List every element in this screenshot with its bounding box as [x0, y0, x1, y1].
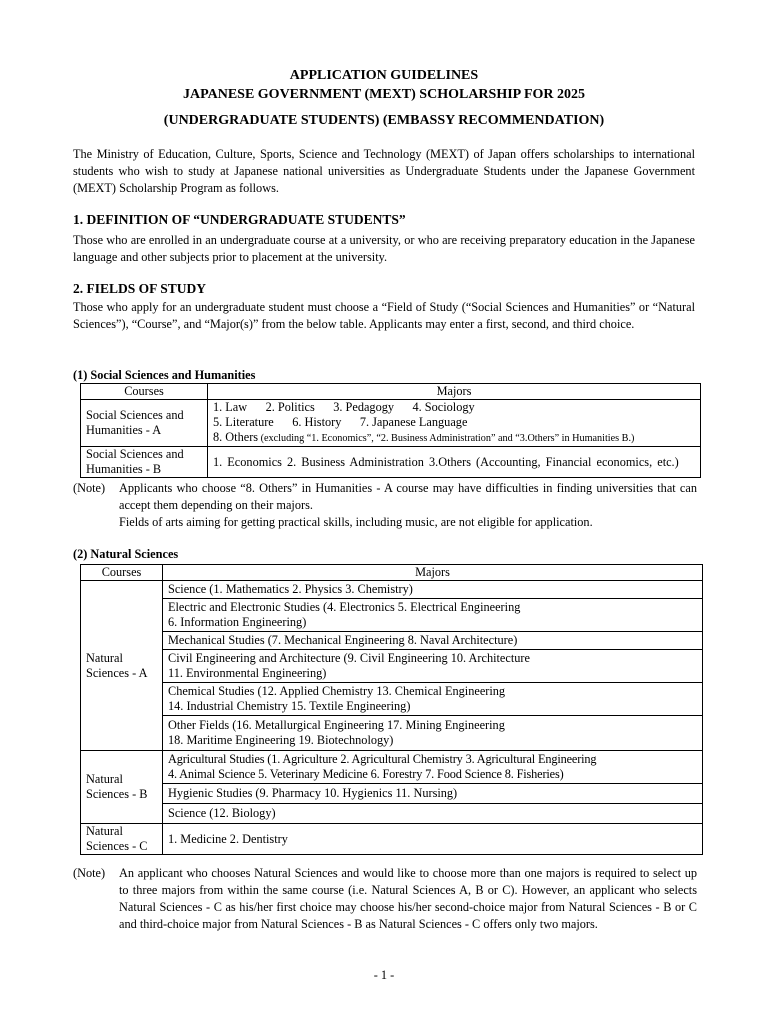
table-row [81, 804, 703, 824]
note2 [73, 865, 697, 933]
table-row [81, 632, 703, 650]
header-majors: Majors [163, 565, 703, 581]
table-row [81, 824, 703, 855]
social-sciences-table [80, 383, 701, 478]
majors-cell: Science (1. Mathematics 2. Physics 3. Chemistry) [163, 581, 703, 599]
majors-line: 14. Industrial Chemistry 15. Textile Engineering) [168, 699, 411, 713]
majors-cell: Mechanical Studies (7. Mechanical Engineering 8. Naval Architecture) [163, 632, 703, 650]
table-row [81, 683, 703, 716]
table-row [81, 400, 701, 447]
majors-line: 1. Law 2. Politics 3. Pedagogy 4. Sociology [213, 400, 475, 414]
majors-cell [163, 650, 703, 683]
header-majors: Majors [208, 384, 701, 400]
majors-line: 4. Animal Science 5. Veterinary Medicine 6. Forestry 7. Food Science 8. Fisheries) [168, 767, 564, 781]
majors-line: Agricultural Studies (1. Agriculture 2. Agricultural Chemistry 3. Agricultural Engineering [168, 752, 597, 766]
course-cell: Social Sciences and Humanities - A [81, 400, 208, 447]
page-number: - 1 - [373, 968, 395, 982]
majors-line: 5. Literature 6. History 7. Japanese Language [213, 415, 468, 429]
section1-body: Those who are enrolled in an undergraduate course at a university, or who are receiving preparatory education in the Japanese language and other subjects prior to placement at the university. [73, 233, 695, 264]
table-row [81, 784, 703, 804]
majors-cell [163, 751, 703, 784]
section1-heading: 1. DEFINITION OF “UNDERGRADUATE STUDENTS” [73, 212, 406, 227]
table-row [81, 447, 701, 478]
intro-paragraph: The Ministry of Education, Culture, Sports, Science and Technology (MEXT) of Japan offers scholarships to international students who wish to study at Japanese national universities as Undergraduate Students under the Japanese Government (MEXT) Scholarship Program as follows. [73, 147, 695, 195]
table-row [81, 716, 703, 751]
section2-body: Those who apply for an undergraduate student must choose a “Field of Study (“Social Sciences and Humanities” or “Natural Sciences”), “Course”, and “Major(s)” from the below table. Applicants may enter a first, second, and third choice. [73, 300, 695, 331]
table-header-row [81, 384, 701, 400]
table1-title: (1) Social Sciences and Humanities [73, 368, 256, 382]
majors-cell [163, 716, 703, 751]
note-label: (Note) [73, 866, 106, 880]
note-body: An applicant who chooses Natural Sciences and would like to choose more than one majors is required to select up to three majors from within the same course (i.e. Natural Sciences A, B or C). However, an applicant who selects Natural Sciences - C as his/her first choice may choose his/her second-choice major from Natural Sciences - B or C and third-choice major from Natural Sciences - B as Natural Sciences - C offers only two majors. [119, 866, 697, 931]
table-row [81, 581, 703, 599]
majors-others: 8. Others [213, 430, 259, 444]
majors-line: Chemical Studies (12. Applied Chemistry 13. Chemical Engineering [168, 684, 506, 698]
majors-line: Civil Engineering and Architecture (9. Civil Engineering 10. Architecture [168, 651, 530, 665]
header-courses: Courses [81, 384, 208, 400]
majors-cell [163, 683, 703, 716]
table2-title: (2) Natural Sciences [73, 547, 179, 561]
course-cell: Natural Sciences - B [81, 751, 163, 824]
majors-line [213, 430, 695, 446]
majors-line: Electric and Electronic Studies (4. Electronics 5. Electrical Engineering [168, 600, 521, 614]
table-header-row [81, 565, 703, 581]
doc-title-line1: APPLICATION GUIDELINES [289, 68, 479, 83]
majors-cell [208, 400, 701, 447]
note1 [73, 480, 697, 531]
majors-line: 6. Information Engineering) [168, 615, 307, 629]
majors-cell [163, 599, 703, 632]
course-cell: Natural Sciences - C [81, 824, 163, 855]
note-body: Fields of arts aiming for getting practical skills, including music, are not eligible for application. [119, 515, 593, 529]
doc-title-line3: (UNDERGRADUATE STUDENTS) (EMBASSY RECOMMENDATION) [163, 113, 605, 128]
majors-line: Other Fields (16. Metallurgical Engineering 17. Mining Engineering [168, 718, 505, 732]
majors-line: 11. Environmental Engineering) [168, 666, 327, 680]
natural-sciences-table [80, 564, 703, 855]
majors-line: 18. Maritime Engineering 19. Biotechnology) [168, 733, 394, 747]
doc-title-line2: JAPANESE GOVERNMENT (MEXT) SCHOLARSHIP FOR 2025 [182, 87, 585, 102]
majors-cell: 1. Economics 2. Business Administration 3.Others (Accounting, Financial economics, etc.) [208, 447, 701, 478]
majors-cell: Science (12. Biology) [163, 804, 703, 824]
course-cell: Social Sciences and Humanities - B [81, 447, 208, 478]
majors-exclusion-note: (excluding “1. Economics”, “2. Business Administration” and “3.Others” in Humanities B.) [258, 433, 635, 444]
header-courses: Courses [81, 565, 163, 581]
course-cell: Natural Sciences - A [81, 581, 163, 751]
section2-heading: 2. FIELDS OF STUDY [73, 281, 207, 296]
table-row [81, 751, 703, 784]
majors-cell: Hygienic Studies (9. Pharmacy 10. Hygienics 11. Nursing) [163, 784, 703, 804]
majors-cell: 1. Medicine 2. Dentistry [163, 824, 703, 855]
table-row [81, 650, 703, 683]
note-body: Applicants who choose “8. Others” in Humanities - A course may have difficulties in finding universities that can accept them depending on their majors. [119, 481, 697, 512]
note-label: (Note) [73, 481, 106, 495]
table-row [81, 599, 703, 632]
